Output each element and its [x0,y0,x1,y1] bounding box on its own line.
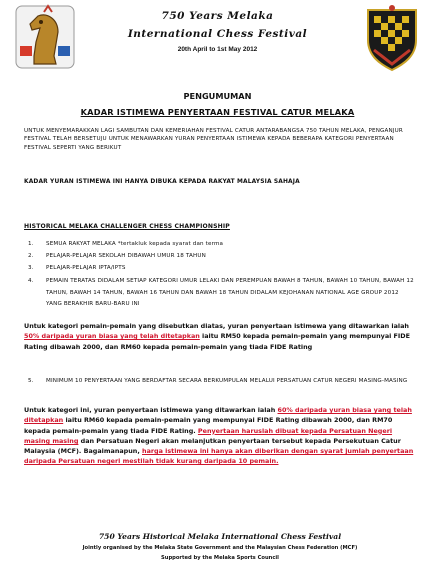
paragraph-text: Untuk kategori ini, yuran penyertaan istimewa yang ditawarkan ialah [24,406,278,414]
header-line-2: International Chess Festival [127,28,308,40]
list-item-text: PELAJAR-PELAJAR IPTA/IPTS [46,265,126,271]
list-item-text: MINIMUM 10 PENYERTAAN YANG BERDAFTAR SECARA BERKUMPULAN MELALUI PERSATUAN CATUR NEGERI MASING-MASING [46,378,408,384]
list-item-number: 3. [28,265,34,271]
list-item-number: 5. [28,378,34,384]
footer-supporter: Supported by the Melaka Sports Council [161,555,279,561]
footer-title: 750 Years Historical Melaka International Chess Festival [98,532,342,541]
paragraph-discount-50 [24,321,416,352]
discount-highlight: 60% daripada yuran biasa yang telah ditetapkan [24,406,412,425]
intro-paragraph: UNTUK MENYEMARAKKAN LAGI SAMBUTAN DAN KEMERIAHAN FESTIVAL CATUR ANTARABANGSA 750 TAHUN MELAKA, PENGANJUR FESTIVAL TELAH BERSETUJU UNTUK MENAWARKAN YURAN PENYERTAAN ISTIMEWA KEPADA BEBERAPA KATEGORI PENYERTAAN FESTIVAL SEPERTI YANG BERIKUT [24,128,403,151]
paragraph-discount-60 [24,405,416,467]
malaysian-only-notice: KADAR YURAN ISTIMEWA INI HANYA DIBUKA KEPADA RAKYAT MALAYSIA SAHAJA [24,179,300,185]
paragraph-text: iaitu RM50 kepada pemain-pemain yang mempunyai FIDE Rating dibawah 2000, dan RM60 kepada pemain-pemain yang tiada FIDE Rating [24,332,410,351]
section-title: HISTORICAL MELAKA CHALLENGER CHESS CHAMPIONSHIP [24,223,230,230]
discount-highlight: 50% daripada yuran biasa yang telah ditetapkan [24,332,200,341]
list-item-number: 4. [28,278,34,284]
chess-festival-logo [14,2,76,72]
header-line-1: 750 Years Melaka [161,10,274,22]
list-item-number: 1. [28,241,34,247]
list-item-text: PELAJAR-PELAJAR SEKOLAH DIBAWAH UMUR 18 TAHUN [46,253,206,259]
paragraph-text: dan Persatuan Negeri akan melanjutkan penyertaan tersebut kepada Persekutuan Catur Malaysia (MCF). Bagaimanapun, [24,436,401,456]
chess-federation-crest [362,2,422,72]
list-item-text: PEMAIN TERATAS DIDALAM SETIAP KATEGORI UMUR LELAKI DAN PEREMPUAN BAWAH 8 TAHUN, BAWAH 10 TAHUN, BAWAH 12 TAHUN, BAWAH 14 TAHUN, BAWAH 16 TAHUN DAN BAWAH 18 TAHUN DIDALAM KEJOHANAN NATIONAL AGE GROUP 2012 YANG BERAKHIR BARU-BARU INI [46,278,414,307]
header-dates: 20th April to 1st May 2012 [177,46,258,53]
state-association-note: Penyertaan haruslah dibuat kepada Persatuan Negeri masing masing [24,426,393,445]
announcement-title: KADAR ISTIMEWA PENYERTAAN FESTIVAL CATUR MELAKA [80,107,355,117]
announcement-label: PENGUMUMAN [183,91,252,101]
list-item-text: SEMUA RAKYAT MELAKA *tertakluk kepada syarat dan terma [46,241,224,247]
paragraph-text: iaitu RM60 kepada pemain-pemain yang mempunyai FIDE Rating dibawah 2000, dan RM70 kepada pemain-pemain yang tiada FIDE Rating. [24,416,393,435]
paragraph-text: Untuk kategori pemain-pemain yang disebutkan diatas, yuran penyertaan istimewa yang ditawarkan ialah [24,322,409,330]
footer-organisers: Jointly organised by the Melaka State Government and the Malaysian Chess Federation (MCF) [82,545,358,551]
category-list [24,240,419,320]
list-item-number: 2. [28,253,34,259]
minimum-entries-condition: harga istimewa ini hanya akan diberikan dengan syarat jumlah penyertaan daripada Persatuan negeri mestilah tidak kurang daripada 10 pemain. [24,447,414,466]
